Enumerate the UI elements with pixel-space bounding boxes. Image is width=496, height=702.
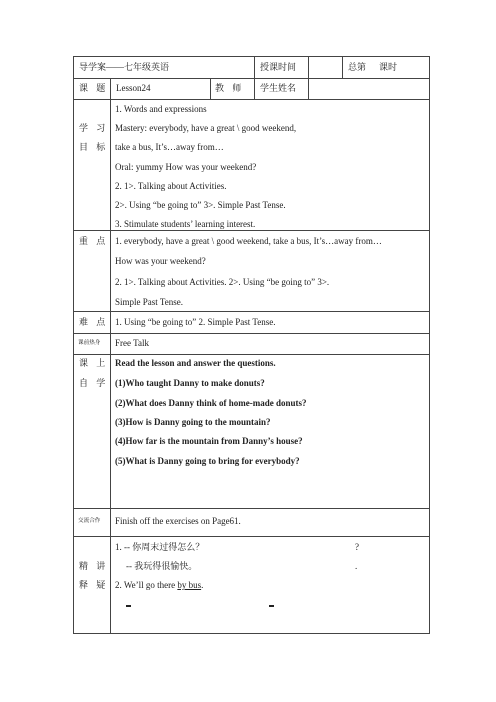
self-study-line: (5)What is Danny going to bring for everybody? (115, 456, 300, 466)
explanation-item2-prefix: 2. We’ll go there (115, 580, 178, 590)
row-divider (73, 99, 430, 100)
key-point-line: 2. 1>. Talking about Activities. 2>. Using “be going to” 3>. (115, 277, 330, 287)
key-point-line: 1. everybody, have a great \ good weekend, take a bus, It’s…away from… (115, 236, 382, 246)
row-divider (73, 354, 430, 355)
difficulties-text: 1. Using “be going to” 2. Simple Past Tense. (115, 317, 276, 327)
lesson-name: Lesson24 (116, 83, 151, 93)
objective-line: take a bus, It’s…away from… (115, 142, 224, 152)
objective-line: 3. Stimulate students’ learning interest. (115, 219, 256, 229)
header-divider (254, 56, 255, 99)
teacher-label: 教 师 (215, 83, 245, 93)
row-divider (73, 78, 430, 79)
table-border-bottom (73, 633, 430, 634)
key-points-label: 重 点 (79, 236, 109, 246)
self-study-line: Read the lesson and answer the questions. (115, 358, 276, 368)
explanation-label-line2: 释 疑 (79, 580, 109, 590)
objective-line: Mastery: everybody, have a great \ good weekend, (115, 123, 297, 133)
table-border-right (429, 56, 430, 634)
period-label: 课时 (379, 62, 398, 72)
objective-line: 2. 1>. Talking about Activities. (115, 181, 227, 191)
answer-blank (269, 605, 274, 607)
lesson-time-label: 授课时间 (260, 62, 297, 72)
key-point-line: Simple Past Tense. (115, 297, 183, 307)
self-study-label-line2: 自 学 (79, 378, 109, 388)
row-divider (73, 333, 430, 334)
header-divider (210, 78, 211, 99)
table-border-left (73, 56, 74, 634)
row-divider (73, 311, 430, 312)
topic-label: 课 题 (79, 83, 109, 93)
student-name-label: 学生姓名 (260, 83, 297, 93)
objectives-label-line1: 学 习 (79, 123, 109, 133)
objective-line: 2>. Using “be going to” 3>. Simple Past Tense. (115, 200, 286, 210)
explanation-item2 (115, 580, 203, 591)
document-title: 导学案——七年级英语 (79, 62, 170, 72)
row-divider (73, 230, 430, 231)
explanation-item2-underlined: by bus (177, 580, 202, 590)
self-study-line: (2)What does Danny think of home-made donuts? (115, 398, 307, 408)
objective-line: 1. Words and expressions (115, 104, 207, 114)
label-column-divider (110, 78, 111, 634)
cooperation-label: 交流合作 (78, 518, 101, 524)
warmup-text: Free Talk (115, 338, 149, 348)
row-divider (73, 508, 430, 509)
objective-line: Oral: yummy How was your weekend? (115, 162, 257, 172)
explanation-item2-suffix: . (201, 580, 204, 590)
warmup-label: 课前热身 (78, 340, 101, 346)
explanation-item1-question: 1. -- 你周末过得怎么？ (115, 542, 205, 552)
answer-blank (126, 605, 131, 607)
difficulties-label: 难 点 (79, 317, 109, 327)
self-study-line: (1)Who taught Danny to make donuts? (115, 378, 265, 388)
row-divider (73, 536, 430, 537)
self-study-line: (3)How is Danny going to the mountain? (115, 417, 271, 427)
self-study-label-line1: 课 上 (79, 358, 109, 368)
explanation-item1-answer: -- 我玩得很愉快。 (126, 561, 198, 571)
study-guide-table (73, 56, 430, 634)
explanation-item1-question-mark: ? (355, 542, 359, 552)
table-border-top (73, 56, 430, 57)
explanation-item1-answer-mark: . (355, 561, 358, 571)
explanation-label-line1: 精 讲 (79, 561, 109, 571)
header-divider (342, 56, 343, 78)
objectives-label-line2: 目 标 (79, 142, 109, 152)
total-label: 总第 (348, 62, 367, 72)
cooperation-text: Finish off the exercises on Page61. (115, 516, 241, 526)
key-point-line: How was your weekend? (115, 256, 206, 266)
self-study-line: (4)How far is the mountain from Danny’s house? (115, 436, 303, 446)
header-divider (308, 56, 309, 99)
